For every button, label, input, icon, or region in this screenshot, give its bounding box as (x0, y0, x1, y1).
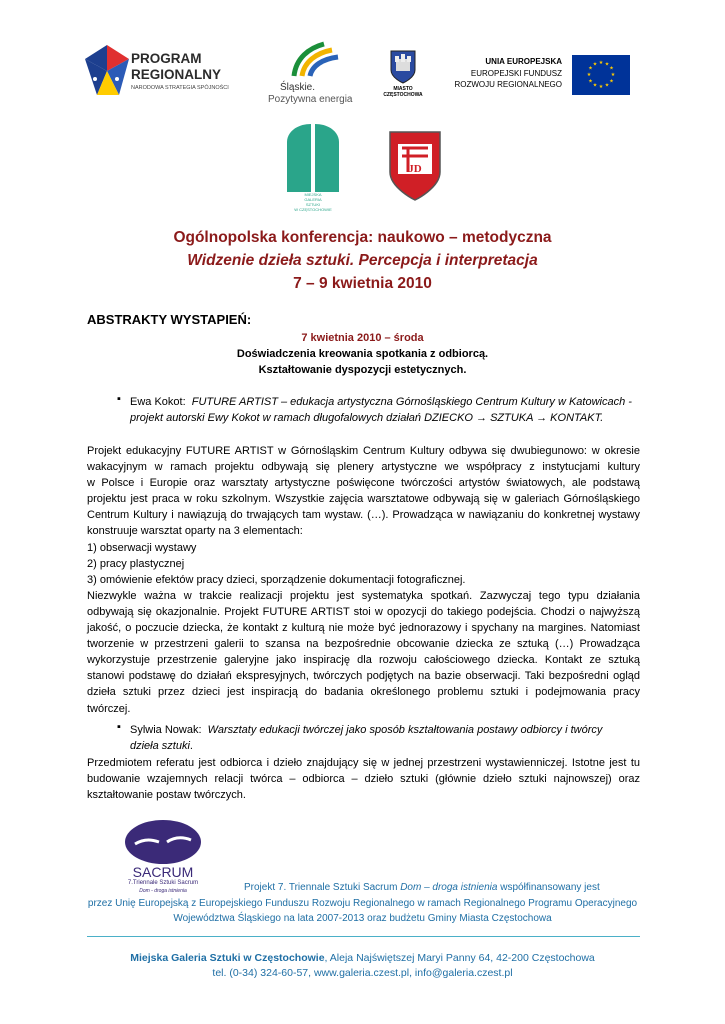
svg-text:JD: JD (408, 163, 422, 175)
miasto-line1: MIASTO (393, 86, 413, 92)
svg-text:★: ★ (588, 78, 593, 85)
program-regionalny-line3: NARODOWA STRATEGIA SPÓJNOŚCI (131, 85, 229, 91)
sacrum-logo (115, 818, 215, 898)
slaskie-name: Śląskie. (280, 82, 316, 93)
paragraph-line: stanowi podstawę do działań ekspresyjnych, twórczych podjętych na bazie obserwacji. Taki bezpośredni ogląd (87, 670, 640, 683)
galeria-line3: SZTUKI (305, 202, 321, 207)
czestochowa-logo (378, 50, 428, 100)
footer-divider (87, 936, 640, 937)
eu-flag-icon (572, 55, 630, 95)
svg-text:★: ★ (604, 61, 610, 68)
abstracts-heading: ABSTRAKTY WYSTAPIEŃ: (87, 312, 252, 327)
sacrum-line2: Dom - droga istnienia (139, 888, 187, 894)
galeria-logo (283, 122, 343, 212)
paragraph-line: wykorzystuje przestrzenie galeryjne jako inspirację dla rozwoju całościowego dziecka. Kontakt ze sztuką (87, 654, 640, 667)
svg-text:★: ★ (604, 82, 610, 89)
svg-text:★: ★ (598, 60, 604, 66)
program-regionalny-logo (85, 45, 255, 100)
paragraph-line: 1) obserwacji wystawy (87, 541, 197, 554)
ue-logo (455, 55, 630, 100)
paragraph-line: kształtowanie postaw twórczych. (87, 789, 246, 802)
paragraph-line: Niezwykle ważna w trakcie realizacji projektu jest systematyka spotkań. Zazwyczaj tego typu działania (87, 589, 640, 602)
ue-line2: EUROPEJSKI FUNDUSZ (470, 69, 562, 78)
paragraph-line: Projekt edukacyjny FUTURE ARTIST w Górnośląskim Centrum Kultury odbywa się dwubiegunowo: w okresie (87, 445, 640, 457)
talk1-title-line2: projekt autorski Ewy Kokot w ramach długofalowych działań DZIECKO → SZTUKA → KONTAKT. (130, 412, 604, 424)
jd-shield-icon (388, 130, 442, 202)
paragraph-line: 3) omówienie efektów pracy dzieci, sporządzenie dokumentacji fotograficznej. (87, 573, 466, 586)
ue-line1: UNIA EUROPEJSKA (485, 57, 562, 66)
svg-text:★: ★ (610, 72, 616, 78)
paragraph-line: odbywają się okazjonalnie. Projekt FUTURE ARTIST stoi w opozycji do takiego podejścia. Chodzi o najwyższą (87, 605, 640, 618)
galeria-arch-icon (283, 122, 343, 192)
funding-line2: przez Unię Europejską z Europejskiego Funduszu Rozwoju Regionalnego w ramach Regionalnego Programu Operacyjnego (87, 898, 638, 909)
paragraph-line: Centrum Kultury i nawiązują do trwających tam wystaw. (…). Prowadząca w nawiązaniu do konkretnej wystawy (87, 509, 640, 522)
paragraph-line: 2) pracy plastycznej (87, 557, 185, 570)
jd-logo (388, 130, 442, 202)
bullet-icon: ▪ (117, 721, 121, 733)
svg-text:★: ★ (598, 84, 604, 90)
talk2-abstract (87, 755, 640, 803)
talk2-author: Sylwia Nowak: (130, 724, 202, 736)
slaskie-waves-icon (284, 38, 344, 78)
talk2-title-line2: dzieła sztuki (130, 740, 190, 752)
svg-text:★: ★ (588, 65, 593, 72)
svg-text:★: ★ (592, 82, 598, 89)
talk2-title-line1: Warsztaty edukacji twórczej jako sposób kształtowania postawy odbiorcy i twórcy (207, 724, 603, 736)
footer-street: , Aleja Najświętszej Maryi Panny 64, 42-200 Częstochowa (324, 952, 595, 964)
sacrum-line1: 7.Triennale Sztuki Sacrum (127, 880, 199, 886)
paragraph-line: twórczej. (87, 702, 131, 715)
program-regionalny-line1: PROGRAM (131, 51, 202, 66)
sacrum-name: SACRUM (132, 864, 194, 880)
paragraph-line: Przedmiotem referatu jest odbiorca i dzieło znajdujący się w jednej przestrzeni wystawienniczej. Istotne jest tu (87, 757, 640, 769)
paragraph-line: wakacyjnym w ramach projektu odbywają się plenery artystyczne we współpracy z instytucjami kultury (87, 461, 640, 474)
paragraph-line: tworzenie w przestrzeni galerii to szansa na bezpośrednie obcowanie dziecka ze sztuką (…) Prowadząca (87, 638, 640, 651)
talk1-title-line1: FUTURE ARTIST – edukacja artystyczna Górnośląskiego Centrum Kultury w Katowicach - (191, 396, 632, 408)
svg-text:★: ★ (586, 72, 592, 78)
paragraph-line: konstruuje warsztat oparty na 3 elementach: (87, 525, 303, 538)
miasto-line2: CZĘSTOCHOWA (383, 92, 423, 98)
sacrum-hands-icon (123, 818, 203, 866)
city-coat-of-arms-icon (390, 50, 416, 84)
paragraph-line: budowanie wzajemnych relacji twórca – odbiorca – dzieło sztuki (głównie dzieło sztuki najnowszej) oraz (87, 773, 640, 786)
galeria-line2: GALERIA (304, 197, 322, 202)
conference-title: Ogólnopolska konferencja: naukowo – metodyczna (173, 229, 552, 246)
footer-org: Miejska Galeria Sztuki w Częstochowie (130, 952, 325, 964)
talk1-header (130, 394, 640, 426)
galeria-line4: W CZĘSTOCHOWIE (294, 207, 332, 212)
galeria-line1: MIEJSKA (304, 192, 322, 197)
paragraph-line: projektu jest praca w roku szkolnym. Wszystkie zajęcia warsztatowe odbywają się w galeriach Górnośląskiego (87, 493, 640, 506)
funding-text-a: Projekt 7. Triennale Sztuki Sacrum (244, 882, 401, 893)
session-date: 7 kwietnia 2010 – środa (301, 332, 424, 344)
paragraph-line: jakość, o poczucie dziecka, że kontakt z kulturą nie może być jednorazowy i spychany na margines. Natomiast (87, 622, 640, 635)
funding-text-c: współfinansowany jest (497, 882, 600, 893)
paragraph-line: w Polsce i Europie oraz warsztaty artystyczne poświęcone twórczości artystów światowych, ale podstawą (87, 477, 640, 490)
bullet-icon: ▪ (117, 393, 121, 405)
footer-contact: tel. (0-34) 324-60-57, www.galeria.czest.pl, info@galeria.czest.pl (212, 967, 513, 979)
svg-text:★: ★ (609, 78, 614, 85)
program-regionalny-line2: REGIONALNY (131, 67, 222, 82)
svg-text:★: ★ (609, 65, 614, 72)
ue-line3: ROZWOJU REGIONALNEGO (454, 80, 562, 89)
talk1-abstract (87, 443, 640, 717)
paragraph-line: dzieła sztuki przez dzieci jest inspiracją do badania określonego problemu sztuki i podejmowania pracy (87, 686, 640, 699)
funding-line3: Województwa Śląskiego na lata 2007-2013 oraz budżetu Gminy Miasta Częstochowa (173, 913, 552, 924)
session-title-1: Doświadczenia kreowania spotkania z odbiorcą. (236, 348, 489, 360)
talk2-header: Sylwia Nowak: Warsztaty edukacji twórczej jako sposób kształtowania postawy odbiorcy i twórcy dzieła sztuki. (130, 724, 603, 752)
slaskie-logo (268, 38, 358, 108)
funding-line1 (244, 882, 600, 893)
funding-text-b: Dom – droga istnienia (400, 882, 498, 893)
slaskie-tagline: Pozytywna energia (268, 94, 353, 105)
conference-dates: 7 – 9 kwietnia 2010 (293, 275, 432, 292)
talk1-author: Ewa Kokot: (130, 396, 186, 408)
svg-text:★: ★ (592, 61, 598, 68)
session-title-2: Kształtowanie dyspozycji estetycznych. (258, 364, 467, 376)
conference-subtitle: Widzenie dzieła sztuki. Percepcja i interpretacja (187, 252, 538, 269)
program-regionalny-emblem-icon (85, 45, 129, 97)
footer-address (0, 952, 725, 964)
